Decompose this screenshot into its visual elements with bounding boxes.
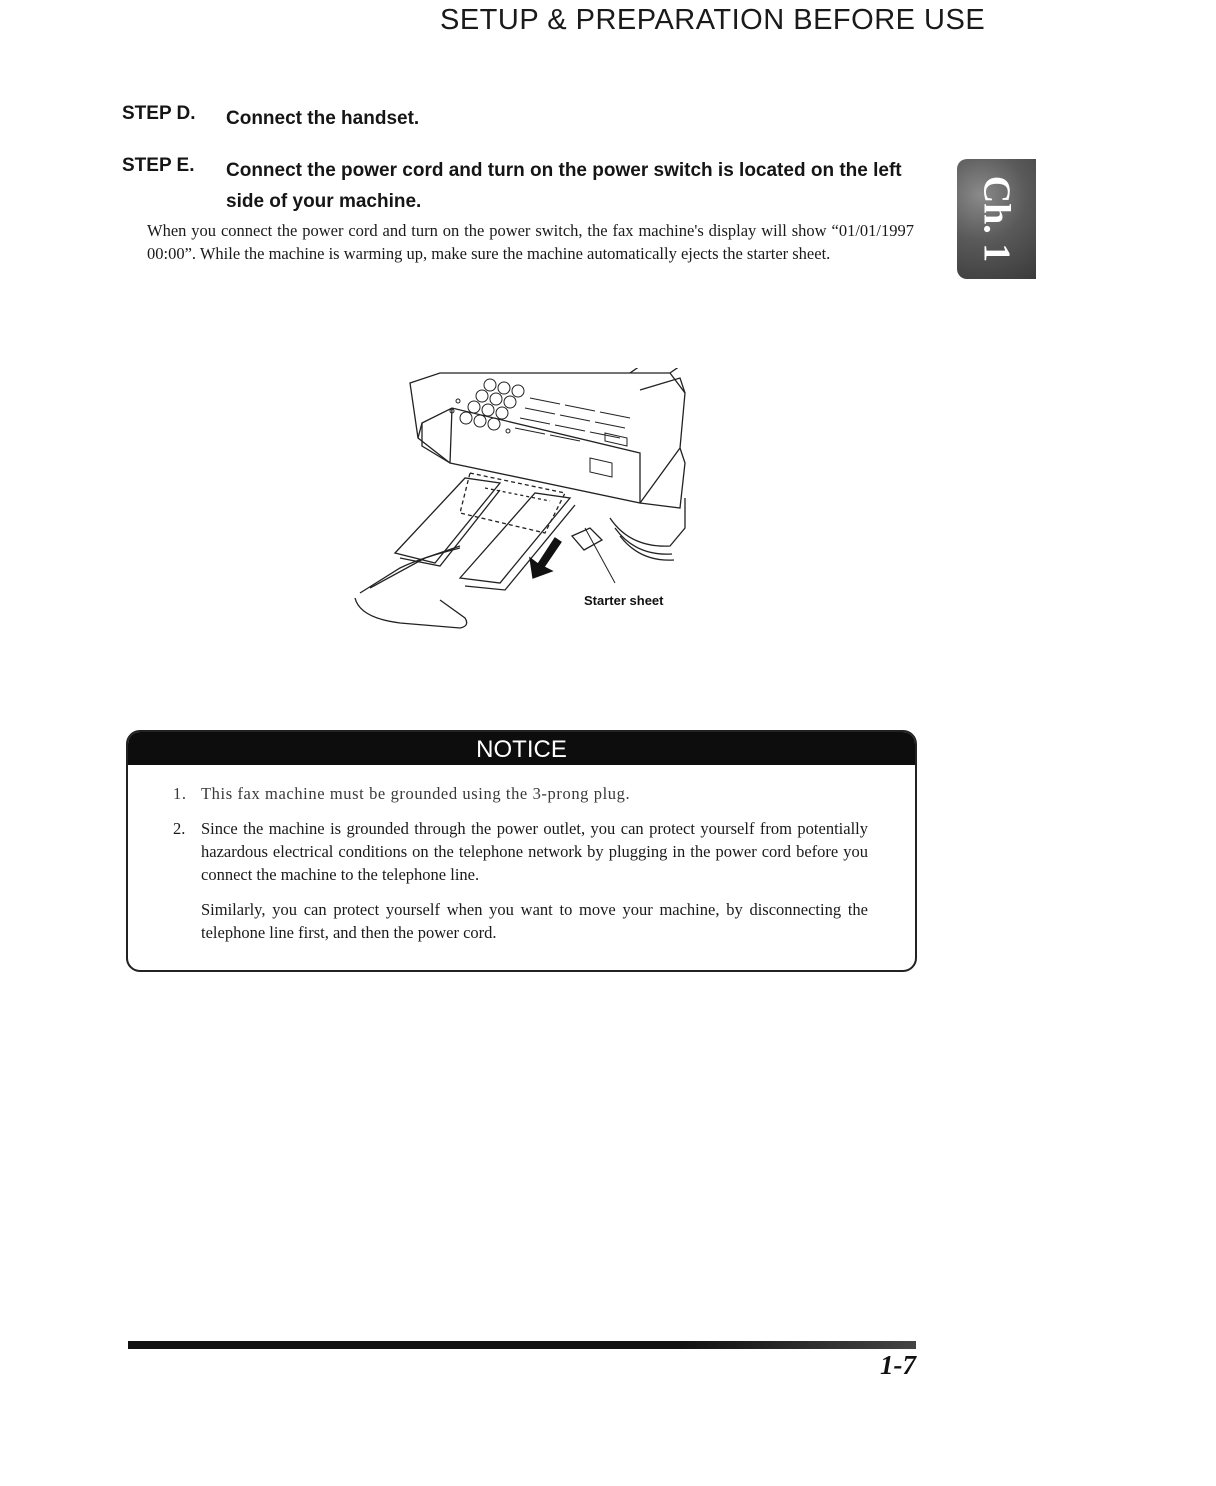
notice-item [173, 817, 868, 886]
step-e [122, 155, 922, 219]
step-e-label: STEP E. [122, 155, 195, 176]
page-header-title: SETUP & PREPARATION BEFORE USE [440, 4, 986, 36]
notice-title: NOTICE [476, 736, 567, 763]
notice-extra-paragraph: Similarly, you can protect yourself when you want to move your machine, by disconnecting the telephone line first, and then the power cord. [201, 900, 868, 942]
chapter-tab-label: Ch. 1 [975, 175, 1018, 263]
starter-sheet-callout: Starter sheet [584, 593, 664, 608]
footer-rule [128, 1341, 916, 1349]
notice-item [173, 782, 868, 805]
notice-item-number: 2. [173, 819, 186, 838]
step-e-description: When you connect the power cord and turn on the power switch, the fax machine's display will show “01/01/1997 00:00”. While the machine is warming up, make sure the machine automatically ejects the starter sheet. [147, 221, 914, 263]
notice-list [173, 782, 868, 944]
chapter-tab [957, 159, 1036, 279]
step-e-text: Connect the power cord and turn on the power switch is located on the left side of your machine. [226, 160, 902, 212]
step-d-label: STEP D. [122, 103, 196, 124]
notice-box [126, 730, 917, 972]
step-d [122, 103, 922, 135]
page-number: 1-7 [880, 1350, 916, 1380]
notice-item-text: This fax machine must be grounded using the 3-prong plug. [201, 784, 631, 803]
notice-item-number: 1. [173, 784, 187, 803]
notice-item-text: Since the machine is grounded through the power outlet, you can protect yourself from potentially hazardous electrical conditions on the telephone network by plugging in the power cord before you connect the machine to the telephone line. [201, 819, 868, 884]
step-d-text: Connect the handset. [226, 108, 420, 129]
